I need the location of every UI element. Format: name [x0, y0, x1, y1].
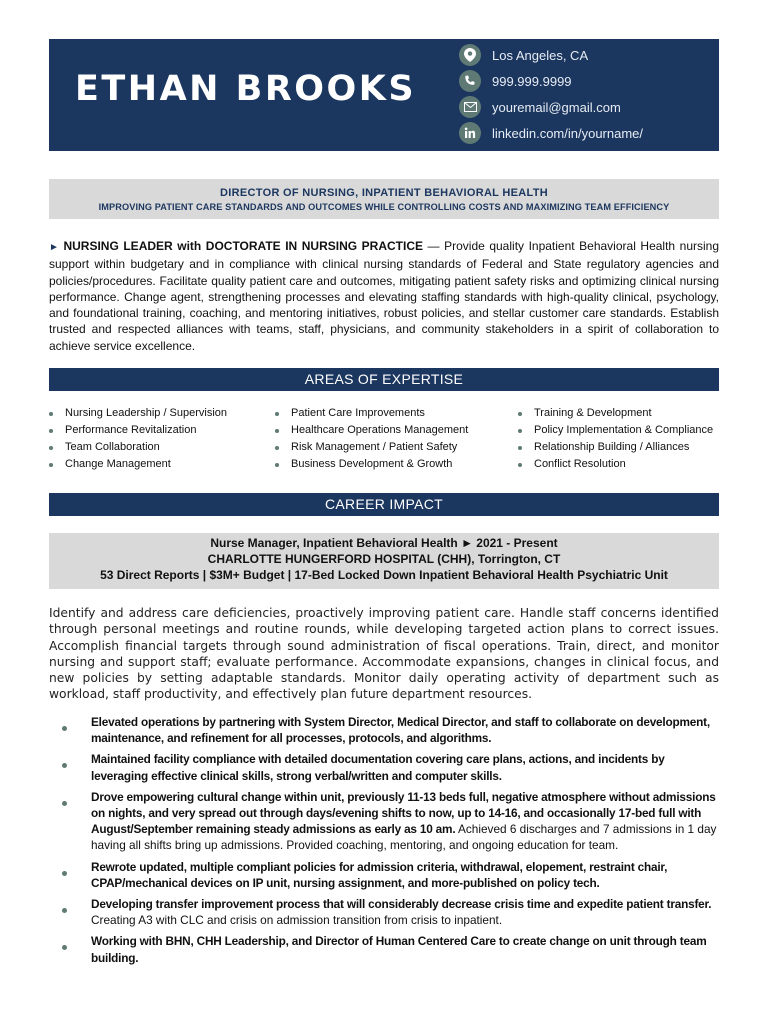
list-item: Risk Management / Patient Safety: [275, 439, 468, 456]
expertise-column-3: [518, 405, 713, 473]
candidate-name: ETHAN BROOKS: [75, 69, 417, 109]
bullet-icon: [62, 871, 67, 876]
bullet-icon: [62, 763, 67, 768]
contact-location: [459, 42, 643, 68]
expertise-column-1: [49, 405, 227, 473]
bullet-icon: [275, 463, 279, 467]
bullet-icon: [275, 412, 279, 416]
list-item: Working with BHN, CHH Leadership, and Director of Human Centered Care to create change on unit through team building.: [62, 933, 722, 965]
contact-phone: [459, 68, 643, 94]
envelope-icon: [459, 96, 481, 118]
contact-linkedin: [459, 120, 643, 146]
achievement-list: [62, 714, 722, 971]
employer-line: CHARLOTTE HUNGERFORD HOSPITAL (CHH), Torrington, CT: [207, 552, 561, 566]
list-item: Drove empowering cultural change within unit, previously 11-13 beds full, negative atmosphere without admissions on nights, and very spread out through days/evening shifts to now, up to 14-16, and occasionally 17-bed full with August/September remaining steady admissions as early as 10 am. Achieved 6 discharges and 7 admissions in 1 day having all shifts bring up admissions. Provided coaching, mentoring, and ongoing education for team.: [62, 789, 722, 854]
bullet-icon: [518, 412, 522, 416]
email-text[interactable]: youremail@gmail.com: [492, 99, 621, 115]
location-pin-icon: [459, 44, 481, 66]
play-arrow-icon: ►: [49, 242, 59, 253]
list-item: Maintained facility compliance with detailed documentation covering care plans, actions, and incidents by leveraging effective clinical skills, strong verbal/written and computer skills.: [62, 751, 722, 783]
bullet-icon: [62, 908, 67, 913]
bullet-icon: [49, 412, 53, 416]
career-heading: CAREER IMPACT: [49, 493, 719, 516]
list-item: Conflict Resolution: [518, 456, 713, 473]
list-item: Team Collaboration: [49, 439, 227, 456]
bullet-icon: [62, 945, 67, 950]
list-item: Healthcare Operations Management: [275, 422, 468, 439]
bullet-icon: [518, 446, 522, 450]
bullet-icon: [518, 463, 522, 467]
summary-text: — Provide quality Inpatient Behavioral Health nursing support within budgetary and in compliance with clinical nursing standards of Federal and State regulatory agencies and policies/procedures. Facilitate quality patient care and outcomes, mitigating patient safety risks and optimizing clinical nursing performance. Change agent, strengthening processes and elevating staffing standards with high-quality clinical, psychology, and foundational training, coaching, and mentoring initiatives, robust policies, and stellar customer care standards. Establish trusted and respected alliances with teams, staff, physicians, and community stakeholders in a spirit of collaboration to achieve service excellence.: [49, 239, 720, 353]
bullet-icon: [275, 429, 279, 433]
job-description: Identify and address care deficiencies, proactively improving patient care. Handle staff concerns identified through personal meetings and routine rounds, while developing targeted action plans to correct issues. Accomplish financial targets through sound administration of fiscal operations. Train, direct, and monitor nursing and support staff; evaluate performance. Accommodate expansions, changes in clinical focus, and new policies by setting adaptable standards. Monitor daily operating activity of department such as workload, staff productivity, and effectively plan future department resources.: [49, 606, 719, 702]
job-title-line: Nurse Manager, Inpatient Behavioral Health ► 2021 - Present: [210, 536, 558, 550]
resume-header: [49, 39, 719, 151]
expertise-heading: AREAS OF EXPERTISE: [49, 368, 719, 391]
summary-lead: NURSING LEADER with DOCTORATE IN NURSING PRACTICE: [63, 239, 423, 253]
list-item: Change Management: [49, 456, 227, 473]
bullet-icon: [275, 446, 279, 450]
list-item: Policy Implementation & Compliance: [518, 422, 713, 439]
location-text: Los Angeles, CA: [492, 47, 589, 63]
bullet-icon: [49, 446, 53, 450]
list-item: Business Development & Growth: [275, 456, 468, 473]
target-title: DIRECTOR OF NURSING, INPATIENT BEHAVIORAL HEALTH: [220, 187, 548, 199]
bullet-icon: [62, 801, 67, 806]
scope-line: 53 Direct Reports | $3M+ Budget | 17-Bed Locked Down Inpatient Behavioral Health Psychiatric Unit: [100, 568, 668, 582]
target-subtitle: IMPROVING PATIENT CARE STANDARDS AND OUTCOMES WHILE CONTROLLING COSTS AND MAXIMIZING TEAM EFFICIENCY: [98, 202, 670, 212]
bullet-icon: [49, 429, 53, 433]
list-item: Relationship Building / Alliances: [518, 439, 713, 456]
bullet-icon: [62, 726, 67, 731]
phone-icon: [459, 70, 481, 92]
linkedin-icon: [459, 122, 481, 144]
list-item: Training & Development: [518, 405, 713, 422]
list-item: Rewrote updated, multiple compliant policies for admission criteria, withdrawal, elopement, restraint chair, CPAP/mechanical devices on IP unit, nursing assignment, and more-published on policy tech.: [62, 859, 722, 891]
list-item: Elevated operations by partnering with System Director, Medical Director, and staff to collaborate on development, maintenance, and refinement for all processes, protocols, and algorithms.: [62, 714, 722, 746]
list-item: Nursing Leadership / Supervision: [49, 405, 227, 422]
bullet-icon: [49, 463, 53, 467]
professional-summary: [49, 238, 719, 354]
expertise-column-2: [275, 405, 468, 473]
linkedin-text[interactable]: linkedin.com/in/yourname/: [492, 125, 644, 141]
list-item: Performance Revitalization: [49, 422, 227, 439]
title-band: [49, 179, 719, 219]
list-item: Developing transfer improvement process that will considerably decrease crisis time and expedite patient transfer. Creating A3 with CLC and crisis on admission transition from crisis to inpatient.: [62, 896, 722, 928]
contact-list: [459, 42, 643, 146]
job-header-band: [49, 533, 719, 589]
list-item: Patient Care Improvements: [275, 405, 468, 422]
bullet-icon: [518, 429, 522, 433]
contact-email: [459, 94, 643, 120]
phone-text: 999.999.9999: [492, 73, 572, 89]
